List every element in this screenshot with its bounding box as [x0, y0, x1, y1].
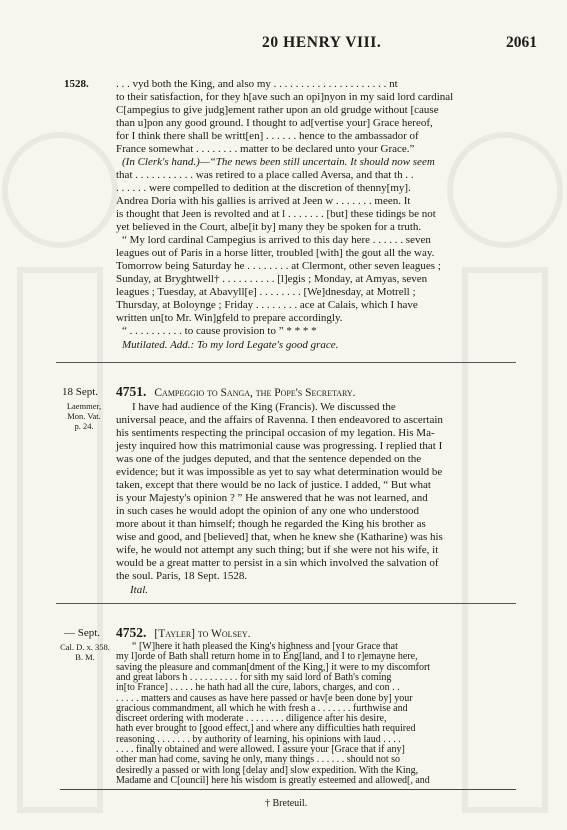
text-line: C[ampegius to give judg]ement rather upon an old grudge without [cause: [116, 104, 439, 116]
text-line: other man had come, saving he only, many things . . . . . . should not so: [116, 754, 401, 766]
text-line: Madame and C[ouncil] here his wisdom is greatly esteemed and allowed[, and: [116, 775, 430, 786]
text-line: desiredly a passed or with long [delay and] slow expedition. With the King,: [116, 764, 419, 776]
text-line: jesty inquired how this matrimonial cause was progressing. I replied that I: [116, 440, 443, 452]
text-line: leagues out of Paris in a horse litter, troubled [with] the gout all the way.: [116, 247, 435, 259]
text-line: I have had audience of the King (Francis). We discussed the: [132, 401, 396, 413]
text-line: leagues ; Tuesday, at Abavyll[e] . . . . . . . . [We]dnesday, at Motrell ;: [116, 286, 416, 298]
running-title: 20 HENRY VIII.: [262, 34, 382, 51]
section-divider: [56, 603, 516, 604]
text-line: . . . . finally obtained and were allowed. I assure your [Grace that if any]: [116, 744, 405, 756]
text-line: saving the pleasure and comman[dment of the King,] it were to my discomfort: [116, 661, 431, 673]
text-line: for I think there shall be writt[en] . . . . . . hence to the ambassador of: [116, 130, 419, 142]
page-number: 2061: [506, 34, 537, 51]
entry-number: 4751.: [116, 384, 147, 399]
text-line: in[to France] . . . . . he hath had all the cure, labors, charges, and con . .: [116, 682, 400, 694]
entry-date: — Sept.: [64, 627, 101, 639]
text-line: Tomorrow being Saturday he . . . . . . . . at Clermont, other seven leagues ;: [116, 260, 441, 272]
entry-number: 4752.: [116, 625, 147, 640]
text-line: “ [W]here it hath pleased the King's highness and [your Grace that: [132, 641, 398, 652]
text-line: . . . . . matters and causes as have here passed or hav[e been done by] your: [116, 692, 413, 704]
watermark-stamp-left: [0, 130, 120, 830]
entry-title: [Tayler] to Wolsey.: [154, 628, 251, 640]
entry-heading: [116, 625, 251, 641]
text-line: the soul. Paris, 18 Sept. 1528.: [116, 570, 248, 582]
margin-reference: Laemmer,: [66, 401, 102, 411]
text-line: is your Majesty's opinion ? ” He answered that he was not learned, and: [116, 492, 428, 504]
text-line: . . . . . . were compelled to dedition at the discretion of thenny[my].: [116, 182, 411, 194]
text-line: my l]orde of Bath shall return home in to Eng[land, and I to r]emayne here,: [116, 651, 418, 663]
text-line: Ital.: [130, 584, 149, 596]
text-line: France somewhat . . . . . . . . matter to be declared unto your Grace.”: [116, 143, 415, 155]
text-line: “ My lord cardinal Campegius is arrived to this day here . . . . . . seven: [122, 234, 431, 246]
text-line: reasoning . . . . . . . by authority of learning, his opinions with laud . . . .: [116, 733, 401, 745]
text-line: wife, he would not attempt any such thing; but if she were not his wife, it: [116, 544, 439, 556]
section-divider: [56, 362, 516, 363]
text-line: in such cases he would adopt the opinion of any one who understood: [116, 505, 420, 517]
text-line: written un[to Mr. Win]gfeld to prepare accordingly.: [116, 312, 343, 324]
text-line: Andrea Doria with his gallies is arrived at Jeen w . . . . . . . meen. It: [116, 195, 411, 207]
text-line: his sentiments respecting the principal occasion of my legation. His Ma-: [116, 427, 435, 439]
text-line: to their satisfaction, for they h[ave such an opi]nyon in my said lord cardinal: [116, 91, 454, 103]
text-line: discreet ordering with moderate . . . . . . . . diligence after his desire,: [116, 713, 387, 725]
text-line: than u]pon any good ground. I thought to ad[vertise your] Grace hereof,: [116, 117, 433, 129]
margin-reference: Mon. Vat.: [67, 411, 101, 421]
text-line: gracious commandment, all which he with fresh a . . . . . . . furthwise and: [116, 702, 408, 714]
margin-reference: p. 24.: [74, 421, 94, 431]
text-line: taken, except that there would be no lack of justice. I added, “ But what: [116, 479, 431, 491]
page-header: [0, 34, 567, 56]
text-line: . . . vyd both the King, and also my . . . . . . . . . . . . . . . . . . . . . nt: [116, 78, 398, 90]
text-line: hath ever brought to [good effect,] and where any difficulties hath required: [116, 723, 416, 735]
footnote: † Breteuil.: [265, 798, 308, 809]
text-line: and great labors h . . . . . . . . . . for sith my said lord of Bath's coming: [116, 671, 392, 683]
text-line: would be a great matter to persist in a sin which involved the salvation of: [116, 557, 439, 569]
text-line: evidence; but it was impossible as yet to say what determination would be: [116, 466, 443, 478]
text-line: Mutilated. Add.: To my lord Legate's good grace.: [122, 339, 339, 351]
entry-title: Campeggio to Sanga, the Pope's Secretary.: [154, 387, 356, 399]
margin-reference: Cal. D. x. 358.: [60, 642, 110, 652]
text-line: universal peace, and the affairs of Ravenna. I then endeavored to ascertain: [116, 414, 443, 426]
text-line: wise and good, and [believed] that, when he knew she (Katharine) was his: [116, 531, 443, 543]
text-line: that . . . . . . . . . . . was retired to a place called Aversa, and that th . .: [116, 169, 414, 181]
margin-reference: B. M.: [75, 652, 95, 662]
text-line: “ . . . . . . . . . . to cause provision to ” * * * *: [122, 325, 317, 337]
text-line: is thought that Jeen is revolted and at l . . . . . . . [but] these tidings be not: [116, 208, 436, 220]
text-line: yet believed in the Court, albe[it by] many they be spoken for a truth.: [116, 221, 422, 233]
watermark-stamp-right: [445, 130, 565, 830]
text-line: (In Clerk's hand.)—“The news been still uncertain. It should now seem: [122, 156, 435, 168]
text-line: Thursday, at Boloynge ; Friday . . . . . . . . ace at Calais, which I have: [116, 299, 418, 311]
entry-heading: [116, 384, 356, 400]
text-line: was one of the judges deputed, and that the sentence depended on the: [116, 453, 422, 465]
text-line: Sunday, at Bryghtwell† . . . . . . . . . . [l]egis ; Monday, at Amyas, seven: [116, 273, 428, 285]
text-line: more about it than himself; though he regarded the King his brother as: [116, 518, 426, 530]
year-label: 1528.: [64, 78, 89, 90]
footnote-rule: [60, 789, 516, 790]
entry-date: 18 Sept.: [62, 386, 99, 398]
